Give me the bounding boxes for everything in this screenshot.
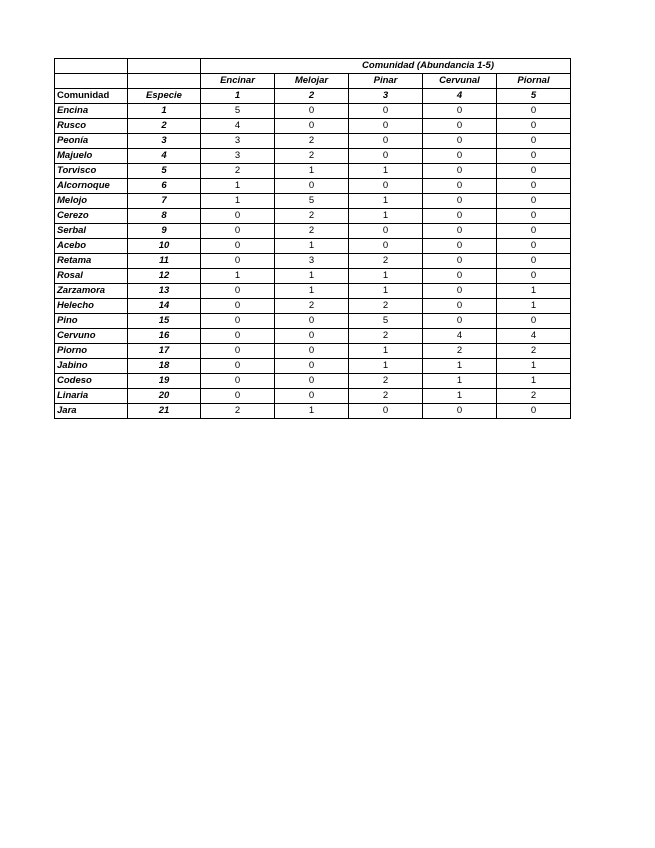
abundance-value: 0 xyxy=(201,299,275,314)
abundance-value: 0 xyxy=(349,404,423,419)
species-id: 20 xyxy=(128,389,201,404)
abundance-value: 0 xyxy=(423,314,497,329)
community-header: Piornal xyxy=(497,74,571,89)
abundance-value: 1 xyxy=(275,284,349,299)
abundance-value: 0 xyxy=(275,359,349,374)
species-name: Piorno xyxy=(55,344,128,359)
species-id: 3 xyxy=(128,134,201,149)
abundance-value: 0 xyxy=(423,194,497,209)
species-id: 10 xyxy=(128,239,201,254)
species-id: 12 xyxy=(128,269,201,284)
abundance-value: 0 xyxy=(497,254,571,269)
abundance-value: 1 xyxy=(275,164,349,179)
abundance-value: 0 xyxy=(201,374,275,389)
species-name: Jabino xyxy=(55,359,128,374)
abundance-value: 2 xyxy=(423,344,497,359)
abundance-value: 0 xyxy=(423,239,497,254)
species-id: 9 xyxy=(128,224,201,239)
blank-cell xyxy=(128,74,201,89)
abundance-value: 3 xyxy=(201,149,275,164)
abundance-value: 1 xyxy=(275,404,349,419)
abundance-value: 0 xyxy=(349,239,423,254)
community-number: 2 xyxy=(275,89,349,104)
abundance-value: 0 xyxy=(423,254,497,269)
abundance-value: 1 xyxy=(349,209,423,224)
abundance-value: 0 xyxy=(275,314,349,329)
species-name: Helecho xyxy=(55,299,128,314)
species-name: Rusco xyxy=(55,119,128,134)
abundance-value: 0 xyxy=(423,179,497,194)
table-row xyxy=(55,404,571,419)
species-name: Melojo xyxy=(55,194,128,209)
abundance-value: 0 xyxy=(275,389,349,404)
abundance-value: 2 xyxy=(497,344,571,359)
species-name: Linaria xyxy=(55,389,128,404)
abundance-value: 0 xyxy=(497,314,571,329)
table-row xyxy=(55,269,571,284)
species-id: 14 xyxy=(128,299,201,314)
community-number: 3 xyxy=(349,89,423,104)
abundance-value: 4 xyxy=(423,329,497,344)
species-name: Encina xyxy=(55,104,128,119)
abundance-value: 0 xyxy=(349,149,423,164)
abundance-value: 0 xyxy=(201,209,275,224)
abundance-value: 0 xyxy=(497,404,571,419)
species-name: Zarzamora xyxy=(55,284,128,299)
abundance-value: 0 xyxy=(201,239,275,254)
species-id: 7 xyxy=(128,194,201,209)
abundance-value: 2 xyxy=(275,299,349,314)
abundance-value: 0 xyxy=(275,179,349,194)
abundance-value: 0 xyxy=(497,104,571,119)
abundance-value: 0 xyxy=(201,284,275,299)
abundance-value: 0 xyxy=(201,359,275,374)
abundance-value: 1 xyxy=(349,194,423,209)
table-row xyxy=(55,329,571,344)
table-row xyxy=(55,104,571,119)
abundance-value: 0 xyxy=(497,164,571,179)
abundance-value: 0 xyxy=(423,299,497,314)
abundance-value: 2 xyxy=(275,209,349,224)
abundance-value: 1 xyxy=(497,374,571,389)
community-header: Pinar xyxy=(349,74,423,89)
abundance-value: 0 xyxy=(349,134,423,149)
abundance-value: 4 xyxy=(201,119,275,134)
abundance-value: 2 xyxy=(275,134,349,149)
table-row xyxy=(55,134,571,149)
table-row xyxy=(55,344,571,359)
abundance-value: 1 xyxy=(423,389,497,404)
table-row xyxy=(55,239,571,254)
table-row xyxy=(55,194,571,209)
abundance-value: 1 xyxy=(349,359,423,374)
table-row xyxy=(55,284,571,299)
blank-cell xyxy=(55,59,128,74)
abundance-value: 1 xyxy=(423,374,497,389)
table-row xyxy=(55,359,571,374)
table-row xyxy=(55,254,571,269)
abundance-value: 5 xyxy=(349,314,423,329)
abundance-value: 0 xyxy=(201,224,275,239)
abundance-value: 0 xyxy=(423,404,497,419)
species-id: 1 xyxy=(128,104,201,119)
abundance-value: 3 xyxy=(201,134,275,149)
blank-cell xyxy=(55,74,128,89)
species-id: 18 xyxy=(128,359,201,374)
abundance-value: 1 xyxy=(275,239,349,254)
abundance-value: 3 xyxy=(275,254,349,269)
abundance-value: 2 xyxy=(349,254,423,269)
abundance-value: 1 xyxy=(497,359,571,374)
abundance-value: 0 xyxy=(423,149,497,164)
abundance-value: 0 xyxy=(349,119,423,134)
abundance-value: 0 xyxy=(497,194,571,209)
abundance-value: 0 xyxy=(497,209,571,224)
table-row xyxy=(55,374,571,389)
abundance-value: 0 xyxy=(201,314,275,329)
abundance-value: 0 xyxy=(423,119,497,134)
species-id: 4 xyxy=(128,149,201,164)
species-name: Cervuno xyxy=(55,329,128,344)
abundance-value: 0 xyxy=(275,344,349,359)
species-id: 6 xyxy=(128,179,201,194)
species-name: Acebo xyxy=(55,239,128,254)
species-id: 8 xyxy=(128,209,201,224)
table-row xyxy=(55,389,571,404)
abundance-value: 5 xyxy=(275,194,349,209)
species-id: 13 xyxy=(128,284,201,299)
abundance-value: 0 xyxy=(201,254,275,269)
abundance-value: 0 xyxy=(423,224,497,239)
abundance-value: 2 xyxy=(349,374,423,389)
abundance-value: 0 xyxy=(349,224,423,239)
abundance-value: 1 xyxy=(349,284,423,299)
abundance-value: 0 xyxy=(497,269,571,284)
abundance-value: 0 xyxy=(497,149,571,164)
abundance-value: 4 xyxy=(497,329,571,344)
abundance-value: 5 xyxy=(201,104,275,119)
abundance-value: 2 xyxy=(349,329,423,344)
abundance-value: 0 xyxy=(423,104,497,119)
species-name: Serbal xyxy=(55,224,128,239)
abundance-value: 0 xyxy=(275,119,349,134)
species-id: 11 xyxy=(128,254,201,269)
species-name: Alcornoque xyxy=(55,179,128,194)
abundance-value: 1 xyxy=(497,284,571,299)
abundance-value: 0 xyxy=(201,329,275,344)
abundance-value: 0 xyxy=(349,179,423,194)
abundance-value: 2 xyxy=(349,299,423,314)
abundance-value: 1 xyxy=(349,164,423,179)
abundance-value: 0 xyxy=(349,104,423,119)
abundance-value: 0 xyxy=(423,209,497,224)
community-number: 4 xyxy=(423,89,497,104)
species-name: Rosal xyxy=(55,269,128,284)
species-name: Codeso xyxy=(55,374,128,389)
species-name: Retama xyxy=(55,254,128,269)
species-id: 19 xyxy=(128,374,201,389)
abundance-value: 0 xyxy=(497,179,571,194)
species-name: Majuelo xyxy=(55,149,128,164)
abundance-value: 0 xyxy=(423,284,497,299)
species-name: Cerezo xyxy=(55,209,128,224)
table-row xyxy=(55,164,571,179)
abundance-value: 0 xyxy=(275,374,349,389)
species-id: 15 xyxy=(128,314,201,329)
abundance-value: 0 xyxy=(201,389,275,404)
abundance-value: 0 xyxy=(275,329,349,344)
table-row xyxy=(55,314,571,329)
abundance-value: 2 xyxy=(349,389,423,404)
abundance-value: 0 xyxy=(497,224,571,239)
species-name: Jara xyxy=(55,404,128,419)
abundance-value: 0 xyxy=(497,119,571,134)
abundance-value: 1 xyxy=(201,179,275,194)
abundance-table xyxy=(54,58,571,419)
header-row-communities xyxy=(55,74,571,89)
header-row-numbers xyxy=(55,89,571,104)
abundance-value: 0 xyxy=(423,134,497,149)
community-header: Encinar xyxy=(201,74,275,89)
abundance-value: 0 xyxy=(201,344,275,359)
species-id: 2 xyxy=(128,119,201,134)
abundance-value: 1 xyxy=(201,194,275,209)
header-row-group xyxy=(55,59,571,74)
abundance-value: 0 xyxy=(275,104,349,119)
abundance-value: 0 xyxy=(423,164,497,179)
abundance-value: 1 xyxy=(349,269,423,284)
abundance-value: 2 xyxy=(201,404,275,419)
community-header: Cervunal xyxy=(423,74,497,89)
abundance-value: 1 xyxy=(497,299,571,314)
community-number: 5 xyxy=(497,89,571,104)
community-number: 1 xyxy=(201,89,275,104)
abundance-value: 2 xyxy=(497,389,571,404)
community-group-title: Comunidad (Abundancia 1-5) xyxy=(201,59,571,74)
community-header: Melojar xyxy=(275,74,349,89)
table-row xyxy=(55,299,571,314)
species-id: 17 xyxy=(128,344,201,359)
abundance-value: 2 xyxy=(275,149,349,164)
abundance-value: 0 xyxy=(497,239,571,254)
table-row xyxy=(55,209,571,224)
table-row xyxy=(55,224,571,239)
abundance-value: 1 xyxy=(201,269,275,284)
species-name: Torvisco xyxy=(55,164,128,179)
abundance-value: 2 xyxy=(275,224,349,239)
species-id: 21 xyxy=(128,404,201,419)
abundance-value: 0 xyxy=(423,269,497,284)
abundance-value: 1 xyxy=(423,359,497,374)
species-header: Especie xyxy=(128,89,201,104)
abundance-value: 1 xyxy=(275,269,349,284)
species-name: Pino xyxy=(55,314,128,329)
blank-cell xyxy=(128,59,201,74)
abundance-value: 1 xyxy=(349,344,423,359)
species-id: 5 xyxy=(128,164,201,179)
table-row xyxy=(55,119,571,134)
table-row xyxy=(55,149,571,164)
abundance-value: 2 xyxy=(201,164,275,179)
species-id: 16 xyxy=(128,329,201,344)
row-label-header: Comunidad xyxy=(55,89,128,104)
table-row xyxy=(55,179,571,194)
abundance-value: 0 xyxy=(497,134,571,149)
species-name: Peonía xyxy=(55,134,128,149)
